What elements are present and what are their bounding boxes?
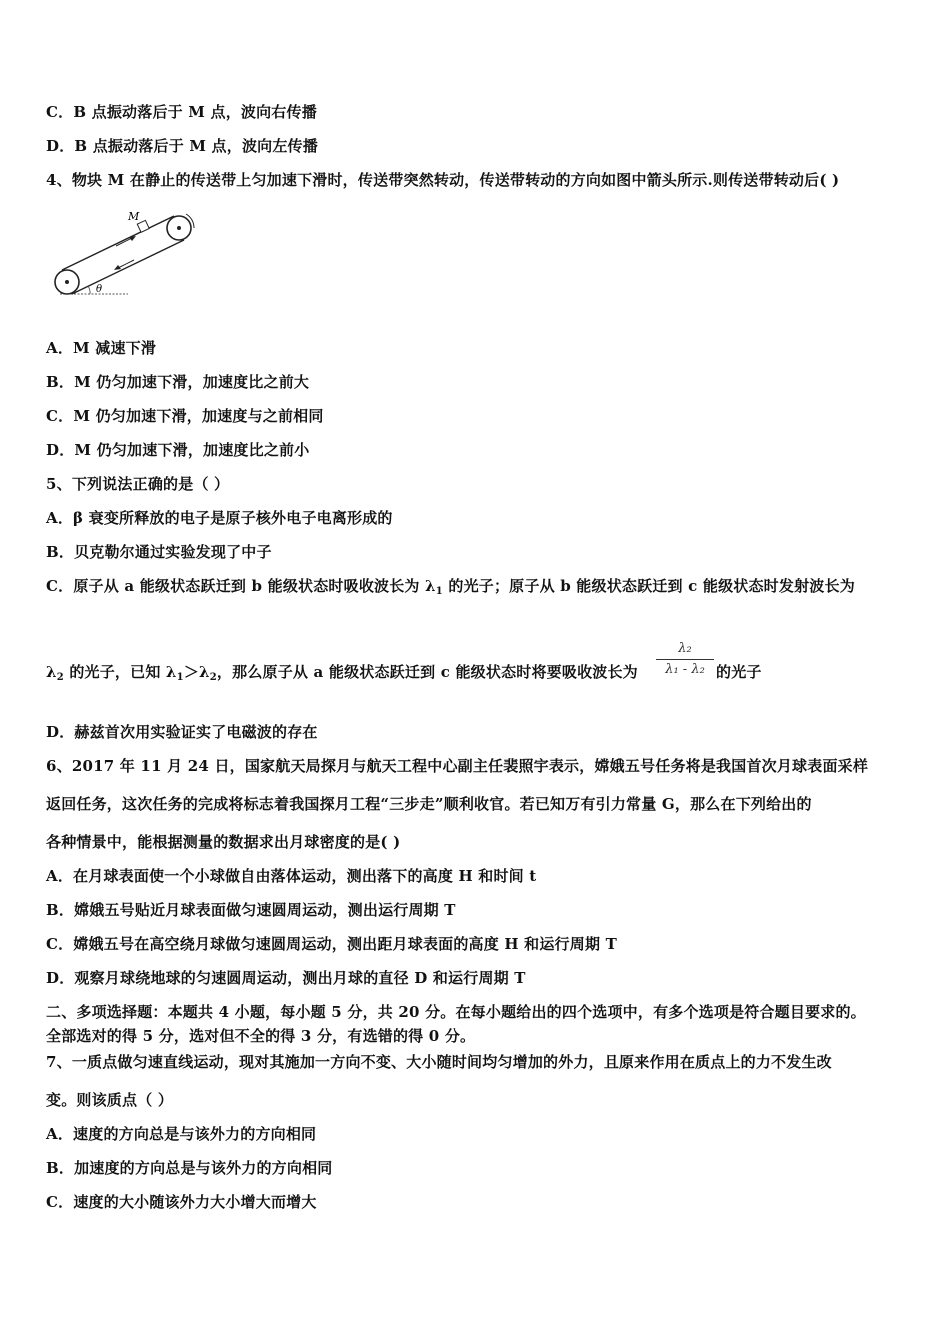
q6-option-b: B．嫦娥五号贴近月球表面做匀速圆周运动，测出运行周期 T [46,901,456,919]
q6-stem-line2: 返回任务，这次任务的完成将标志着我国探月工程“三步走”顺利收官。若已知万有引力常量 G，那么在下列给出的 [46,795,812,813]
q5c2-lambda2: λ [46,663,57,681]
q5c-text-1: C．原子从 a 能级状态跃迁到 b 能级状态时吸收波长为 λ [46,577,436,595]
q5-option-d: D．赫兹首次用实验证实了电磁波的存在 [46,723,318,741]
q5-option-c-line1 [46,576,916,602]
q5c2-text-c: ＞λ [183,663,210,681]
q7-option-c: C．速度的大小随该外力大小增大而增大 [46,1193,317,1211]
conveyor-belt-figure [50,208,200,302]
q6-option-d: D．观察月球绕地球的匀速圆周运动，测出月球的直径 D 和运行周期 T [46,969,526,987]
q7-option-a: A．速度的方向总是与该外力的方向相同 [46,1125,317,1143]
wavelength-fraction [656,640,714,679]
q5c2-text-b: 的光子，已知 λ [63,663,177,681]
lower-roller-axle [65,280,69,284]
belt-top [62,216,174,270]
q3-option-c: C．B 点振动落后于 M 点，波向右传播 [46,103,317,121]
upper-roller-axle [177,226,181,230]
q6-stem-line1: 6、2017 年 11 月 24 日，国家航天局探月与航天工程中心副主任裴照宇表示，嫦娥五号任务将是我国首次月球表面采样 [46,757,869,775]
q5c-sub-1: 1 [435,586,443,597]
mass-label: M [128,210,140,223]
q7-option-b: B．加速度的方向总是与该外力的方向相同 [46,1159,333,1177]
q6-option-a: A．在月球表面使一个小球做自由落体运动，测出落下的高度 H 和时间 t [46,867,537,885]
conveyor-belt-diagram [50,208,200,302]
q5-option-b: B．贝克勒尔通过实验发现了中子 [46,543,272,561]
fraction-bar [656,659,714,660]
q5c2-sub-c: 2 [209,672,217,683]
q3-option-d: D．B 点振动落后于 M 点，波向左传播 [46,137,318,155]
q4-option-b: B．M 仍匀加速下滑，加速度比之前大 [46,373,310,391]
section2-heading-line1: 二、多项选择题：本题共 4 小题，每小题 5 分，共 20 分。在每小题给出的四个选项中，有多个选项是符合题目要求的。 [46,1003,866,1021]
q5c2-sub-b: 1 [176,672,184,683]
section2-heading-line2: 全部选对的得 5 分，选对但不全的得 3 分，有选错的得 0 分。 [46,1027,476,1045]
rotation-arrow-arc [186,214,194,228]
q4-option-a: A．M 减速下滑 [46,339,157,357]
q7-stem-line1: 7、一质点做匀速直线运动，现对其施加一方向不变、大小随时间均匀增加的外力，且原来作用在质点上的力不发生改 [46,1053,832,1071]
belt-bottom [72,240,184,294]
q5c-text-2: 的光子；原子从 b 能级状态跃迁到 c 能级状态时发射波长为 [442,577,855,595]
angle-arc [88,286,90,294]
q4-option-c: C．M 仍匀加速下滑，加速度与之前相同 [46,407,324,425]
fraction-denominator: λ₁ - λ₂ [665,662,705,677]
angle-label: θ [96,284,103,295]
q5c2-lambda2-sub: 2 [56,672,64,683]
q5c2-tail: 的光子 [716,663,762,681]
q4-option-d: D．M 仍匀加速下滑，加速度比之前小 [46,441,310,459]
q7-stem-line2: 变。则该质点（ ） [46,1091,174,1109]
q4-stem: 4、物块 M 在静止的传送带上匀加速下滑时，传送带突然转动，传送带转动的方向如图中箭头所示.则传送带转动后( ) [46,171,840,189]
q5c2-text-d: ，那么原子从 a 能级状态跃迁到 c 能级状态时将要吸收波长为 [216,663,638,681]
q5-stem: 5、下列说法正确的是（ ） [46,475,230,493]
q5-option-a: A．β 衰变所释放的电子是原子核外电子电离形成的 [46,509,393,527]
q6-option-c: C．嫦娥五号在高空绕月球做匀速圆周运动，测出距月球表面的高度 H 和运行周期 T [46,935,617,953]
q6-stem-line3: 各种情景中，能根据测量的数据求出月球密度的是( ) [46,833,401,851]
fraction-numerator: λ₂ [678,641,692,656]
